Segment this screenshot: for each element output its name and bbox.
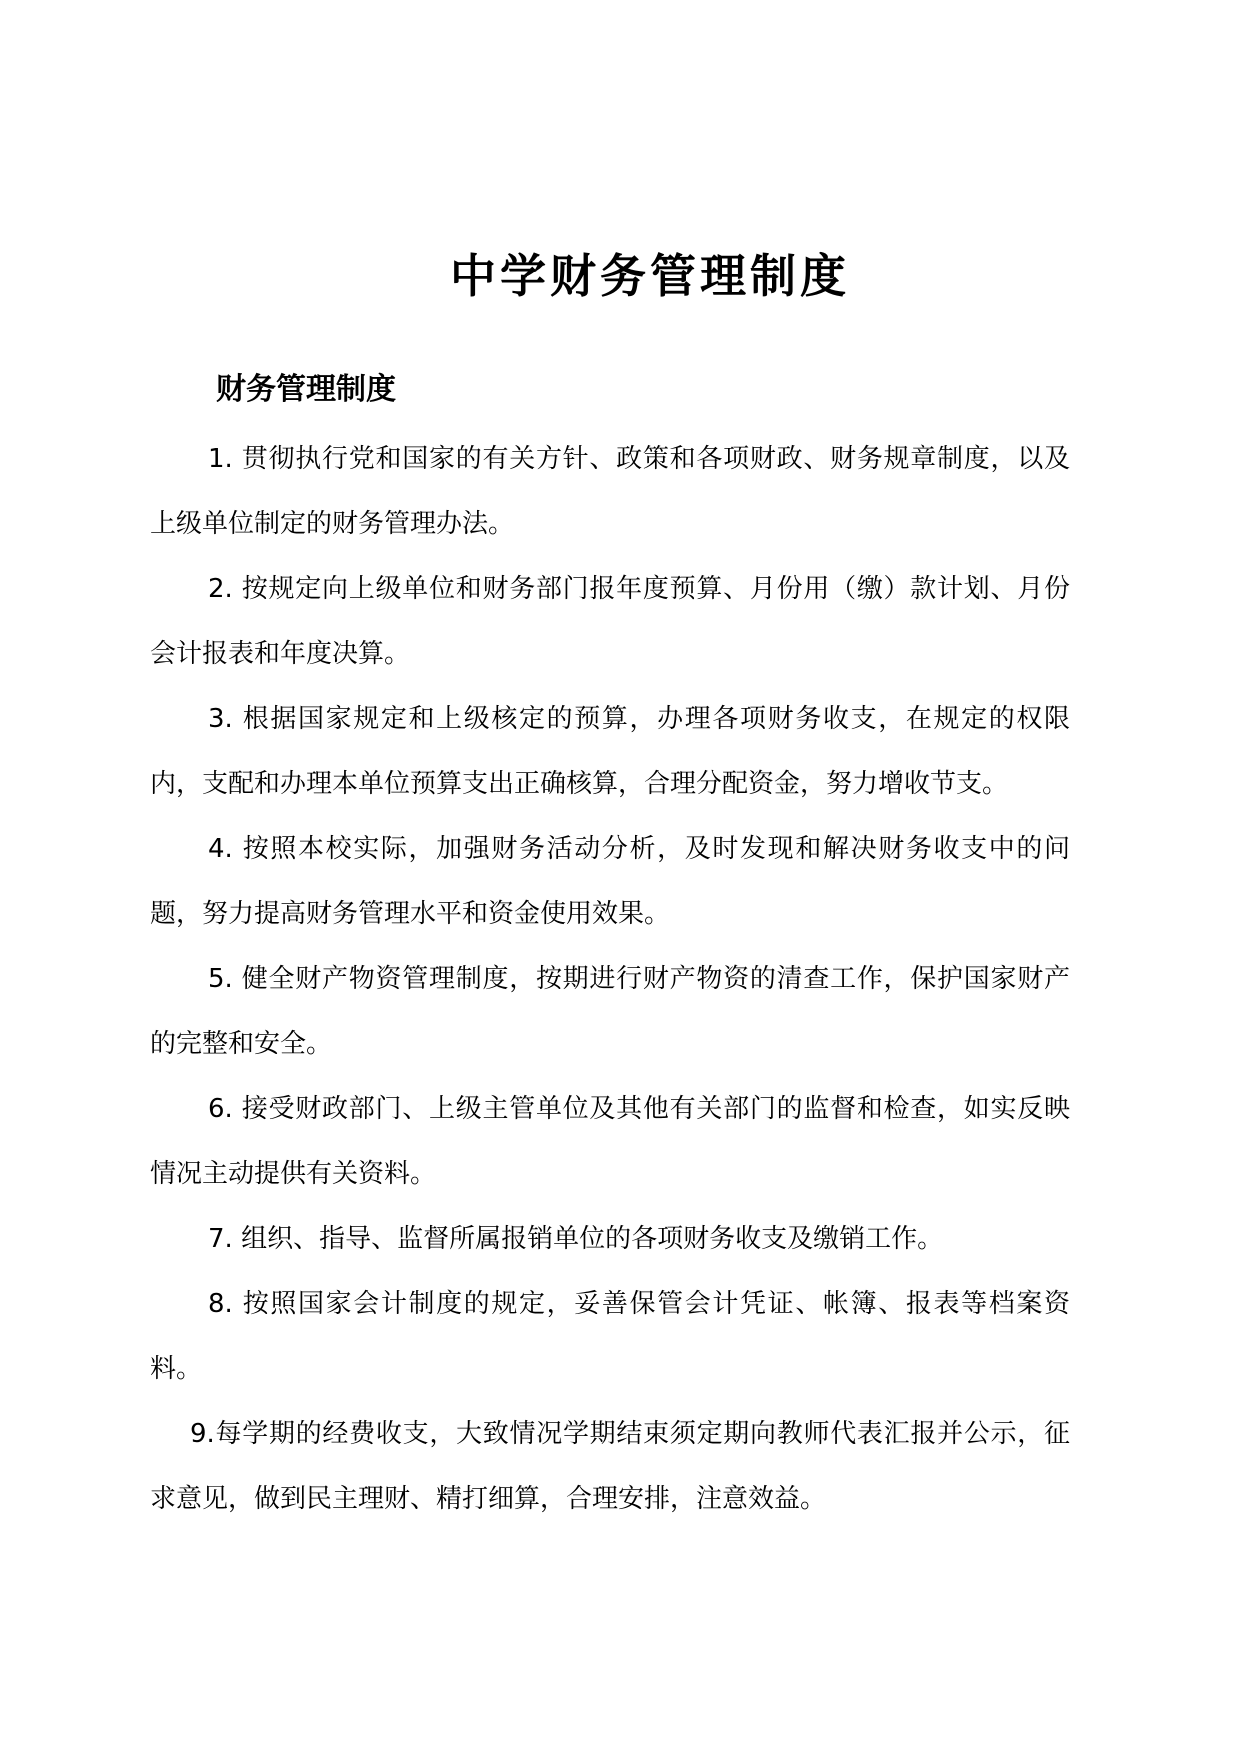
regulation-item-7: 7. 组织、指导、监督所属报销单位的各项财务收支及缴销工作。: [208, 1224, 944, 1254]
regulation-list: [150, 427, 1070, 1532]
regulation-item-6: 6. 接受财政部门、上级主管单位及其他有关部门的监督和检查，如实反映情况主动提供有关资料。: [150, 1094, 1070, 1189]
regulation-item-1: 1. 贯彻执行党和国家的有关方针、政策和各项财政、财务规章制度，以及上级单位制定的财务管理办法。: [150, 444, 1070, 539]
regulation-item-5: 5. 健全财产物资管理制度，按期进行财产物资的清查工作，保护国家财产的完整和安全。: [150, 964, 1070, 1059]
section-heading: 财务管理制度: [216, 372, 396, 407]
document-title: 中学财务管理制度: [450, 249, 850, 303]
regulation-item-9: 9.每学期的经费收支，大致情况学期结束须定期向教师代表汇报并公示，征求意见，做到民主理财、精打细算，合理安排，注意效益。: [150, 1419, 1070, 1514]
regulation-item-3: 3. 根据国家规定和上级核定的预算，办理各项财务收支，在规定的权限内，支配和办理本单位预算支出正确核算，合理分配资金，努力增收节支。: [150, 704, 1070, 799]
regulation-item-2: 2. 按规定向上级单位和财务部门报年度预算、月份用（缴）款计划、月份会计报表和年度决算。: [150, 574, 1070, 669]
regulation-item-4: 4. 按照本校实际，加强财务活动分析，及时发现和解决财务收支中的问题，努力提高财务管理水平和资金使用效果。: [150, 834, 1070, 929]
regulation-item-8: 8. 按照国家会计制度的规定，妥善保管会计凭证、帐簿、报表等档案资料。: [150, 1289, 1070, 1384]
